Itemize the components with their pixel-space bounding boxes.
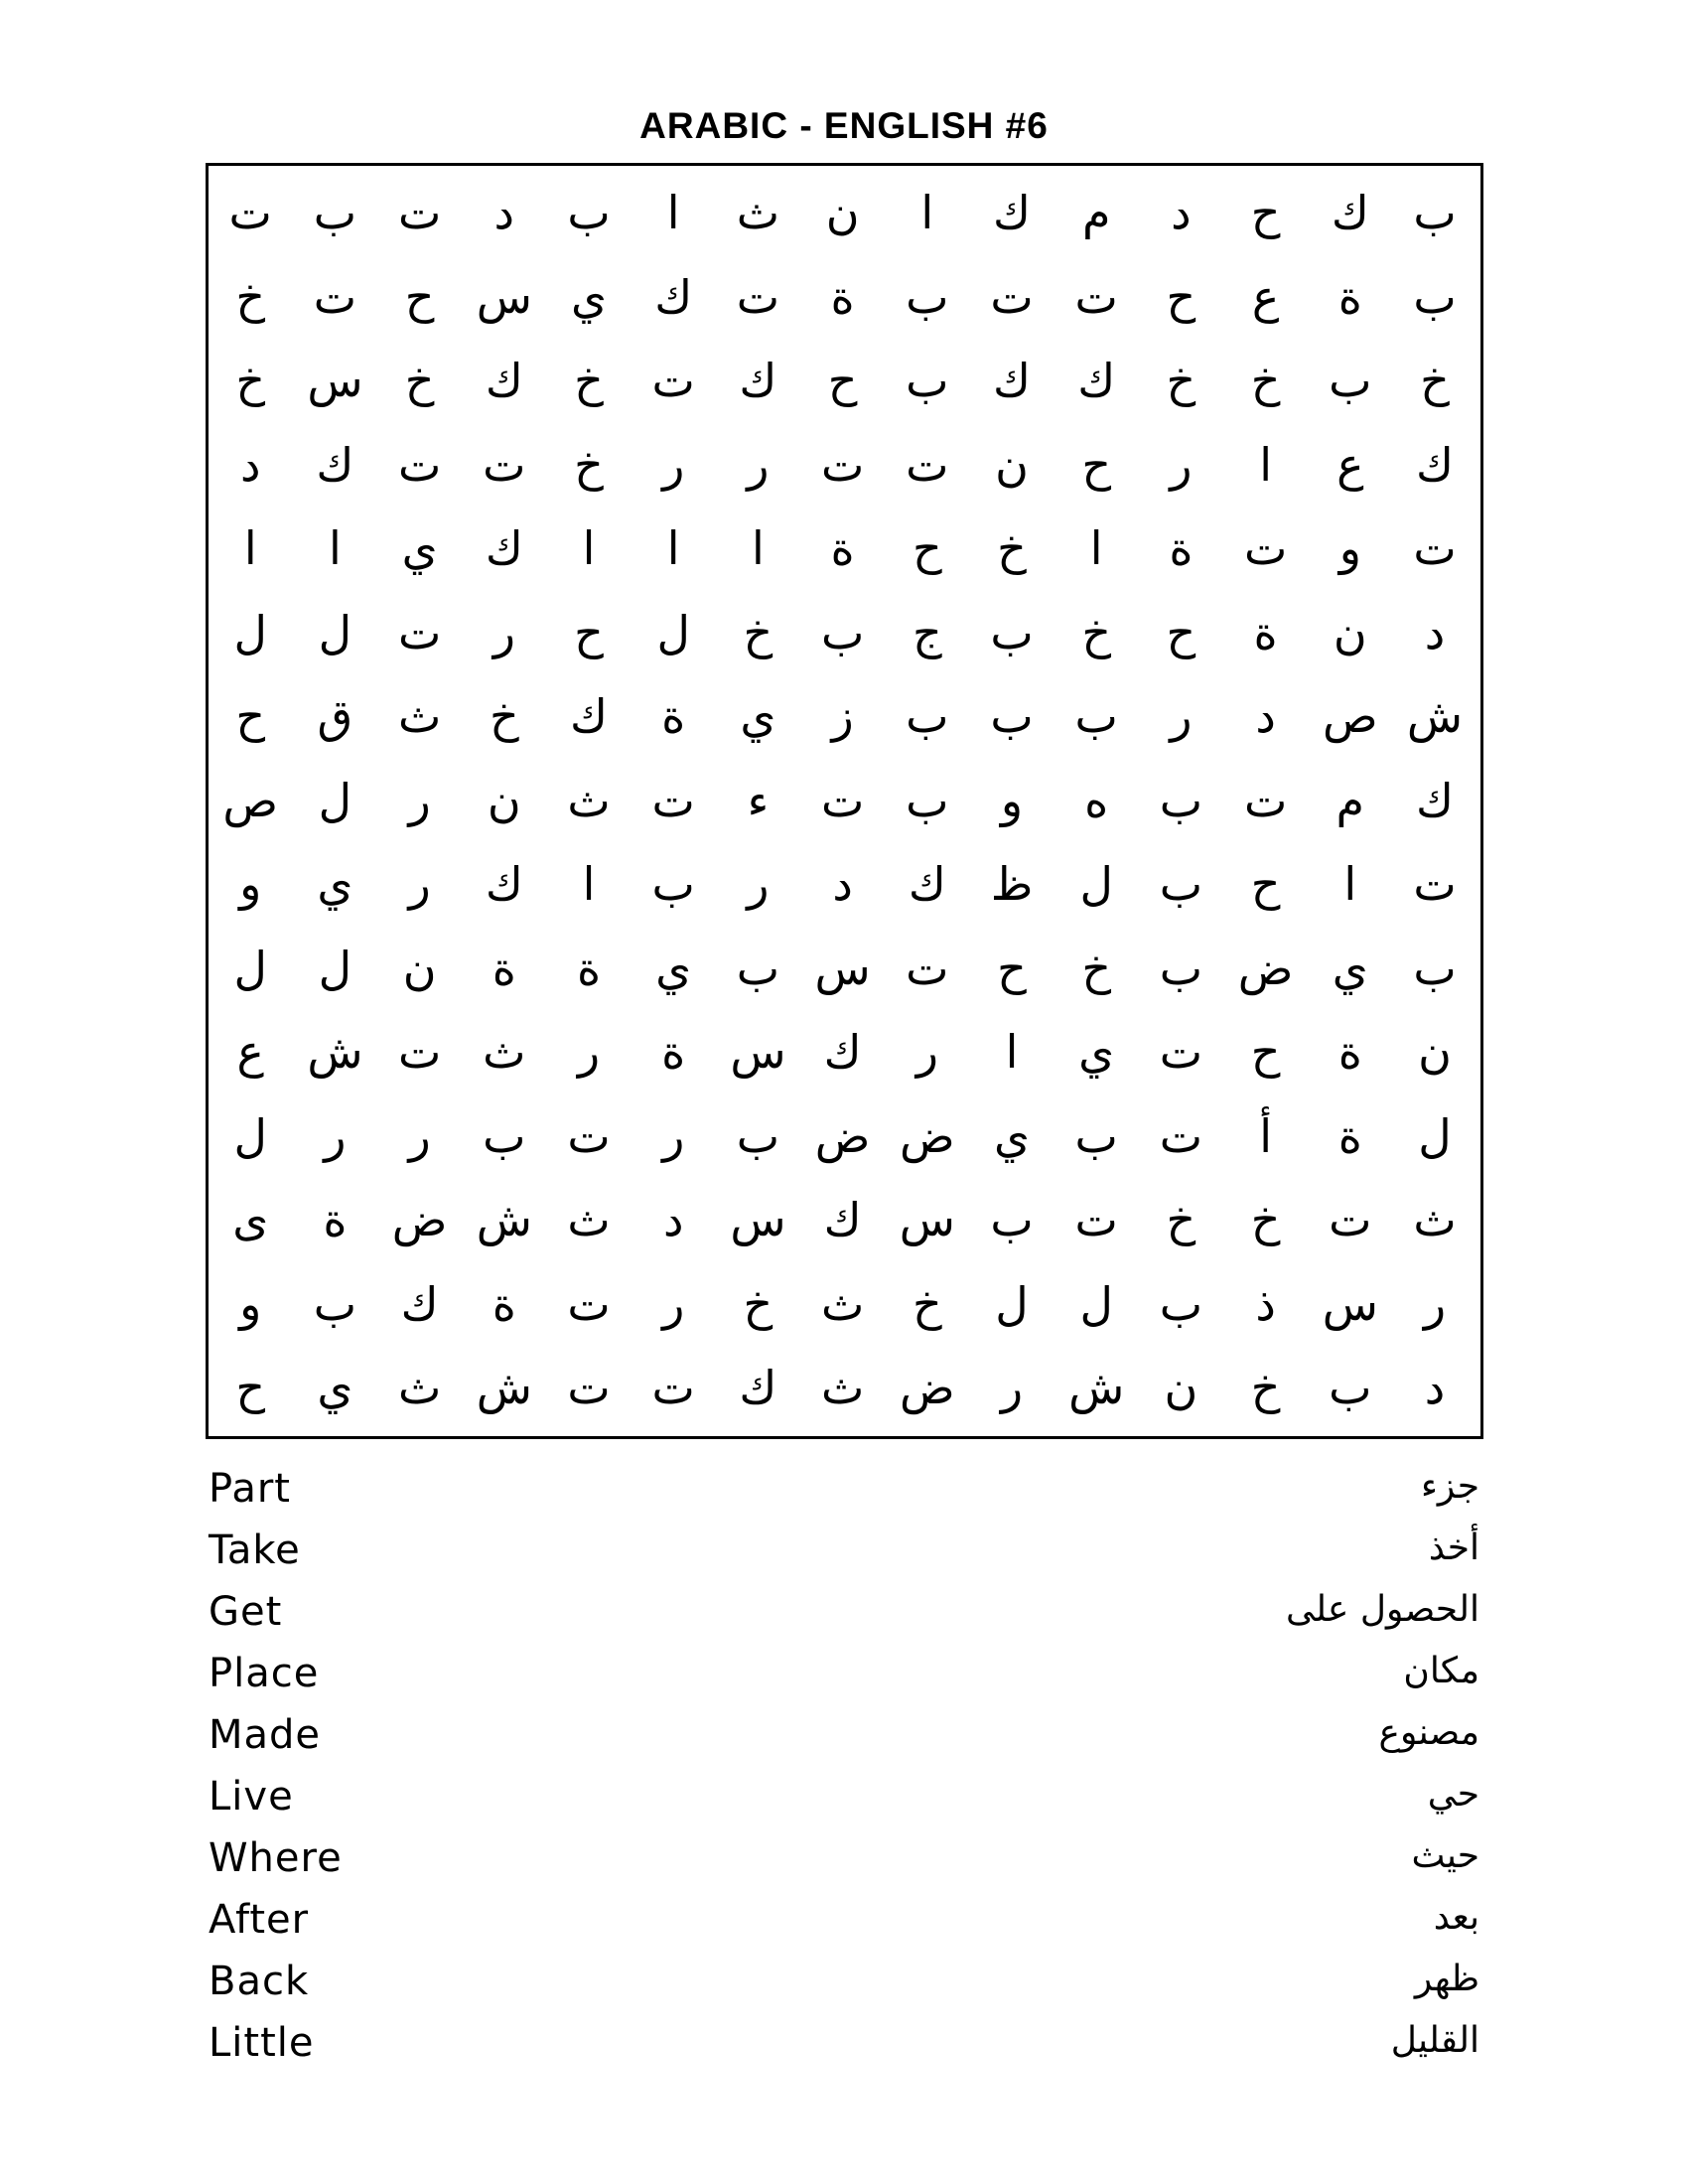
grid-letter: ل xyxy=(318,605,352,659)
english-word: Get xyxy=(209,1589,283,1635)
grid-letter: س xyxy=(730,1193,786,1246)
grid-letter: خ xyxy=(1250,354,1281,407)
grid-row xyxy=(209,841,1480,927)
grid-letter: ض xyxy=(814,1108,871,1163)
grid-letter: ر xyxy=(747,437,770,492)
english-word: Take xyxy=(209,1528,301,1573)
grid-letter: خ xyxy=(235,269,266,324)
grid-letter: ا xyxy=(666,186,680,239)
grid-letter: ح xyxy=(1166,605,1196,659)
grid-letter: ء xyxy=(747,773,770,827)
grid-letter: و xyxy=(239,1276,262,1331)
grid-row xyxy=(209,1261,1480,1347)
english-word: Little xyxy=(209,2020,315,2066)
grid-row xyxy=(209,1009,1480,1094)
grid-letter: ب xyxy=(1413,269,1457,324)
grid-letter: ة xyxy=(830,521,855,575)
grid-letter: ح xyxy=(1081,437,1112,492)
grid-letter: ر xyxy=(1170,689,1193,743)
grid-letter: ح xyxy=(235,1361,266,1414)
grid-letter: ك xyxy=(823,1193,862,1246)
grid-letter: ث xyxy=(1413,1193,1457,1246)
grid-letter: د xyxy=(1255,689,1276,743)
grid-letter: ب xyxy=(313,1276,357,1331)
english-word: Back xyxy=(209,1959,310,2004)
word-list-item xyxy=(209,1581,1479,1643)
grid-letter: ت xyxy=(397,1025,442,1079)
grid-letter: ض xyxy=(1237,941,1294,995)
grid-letter: ا xyxy=(243,521,257,575)
grid-letter: ت xyxy=(820,773,865,827)
grid-letter: ر xyxy=(577,1025,601,1079)
grid-letter: ل xyxy=(1079,1276,1113,1331)
grid-letter: ي xyxy=(401,521,438,575)
grid-letter: ت xyxy=(567,1276,611,1331)
grid-letter: ت xyxy=(906,941,949,995)
grid-letter: خ xyxy=(1420,354,1450,407)
grid-letter: س xyxy=(1322,1276,1378,1331)
grid-letter: ا xyxy=(329,521,342,575)
grid-letter: ش xyxy=(1406,689,1464,743)
grid-letter: ب xyxy=(483,1108,526,1163)
grid-letter: ت xyxy=(397,437,442,492)
word-list xyxy=(209,1458,1479,2074)
grid-letter: ب xyxy=(1159,1276,1203,1331)
grid-letter: ر xyxy=(492,605,515,659)
grid-letter: ل xyxy=(1079,857,1113,911)
grid-letter: ح xyxy=(404,269,435,324)
grid-letter: ت xyxy=(397,186,442,239)
grid-letter: و xyxy=(239,857,262,911)
arabic-word: حي xyxy=(1427,1774,1479,1815)
grid-letter: ع xyxy=(1336,437,1364,492)
grid-letter: ل xyxy=(995,1276,1029,1331)
grid-letter: ت xyxy=(736,269,780,324)
grid-letter: خ xyxy=(743,1276,774,1331)
grid-letter: ب xyxy=(1159,857,1203,911)
grid-letter: ك xyxy=(1077,354,1116,407)
word-list-item xyxy=(209,1951,1479,2012)
grid-row xyxy=(209,422,1480,508)
grid-letter: ح xyxy=(912,521,942,575)
grid-letter: ك xyxy=(823,1025,862,1079)
grid-letter: ب xyxy=(1329,354,1372,407)
word-list-item xyxy=(209,1458,1479,1520)
grid-letter: ن xyxy=(825,186,860,239)
grid-letter: خ xyxy=(912,1276,942,1331)
page-title: ARABIC - ENGLISH #6 xyxy=(639,105,1049,146)
grid-letter: ر xyxy=(408,1108,431,1163)
grid-letter: ا xyxy=(666,521,680,575)
grid-letter: ب xyxy=(1074,1108,1118,1163)
word-list-item xyxy=(209,1704,1479,1766)
word-list-item xyxy=(209,1766,1479,1827)
grid-letter: ت xyxy=(651,354,695,407)
grid-letter: ر xyxy=(747,857,770,911)
grid-letter: ن xyxy=(995,437,1029,492)
grid-row xyxy=(209,1093,1480,1179)
grid-letter: ح xyxy=(574,605,604,659)
grid-letter: ل xyxy=(318,773,352,827)
grid-letter: خ xyxy=(1081,941,1112,995)
grid-letter: ظ xyxy=(990,857,1034,911)
grid-letter: ت xyxy=(990,269,1034,324)
word-search-grid xyxy=(206,163,1483,1439)
grid-letter: ل xyxy=(233,941,267,995)
grid-letter: ش xyxy=(1068,1361,1125,1414)
grid-letter: ث xyxy=(820,1361,865,1414)
english-word: Part xyxy=(209,1466,291,1512)
grid-letter: د xyxy=(1424,605,1446,659)
grid-letter: ة xyxy=(661,1025,686,1079)
grid-letter: ر xyxy=(324,1108,347,1163)
arabic-word: جزء xyxy=(1420,1466,1479,1507)
grid-letter: ث xyxy=(483,1025,526,1079)
grid-letter: ي xyxy=(317,857,353,911)
grid-letter: خ xyxy=(574,354,604,407)
grid-letter: ا xyxy=(1259,437,1272,492)
grid-letter: ت xyxy=(651,1361,695,1414)
grid-row xyxy=(209,590,1480,675)
grid-letter: خ xyxy=(404,354,435,407)
grid-letter: ة xyxy=(576,941,602,995)
grid-row xyxy=(209,1177,1480,1262)
grid-letter: ت xyxy=(1243,773,1288,827)
grid-letter: ا xyxy=(920,186,934,239)
arabic-word: مكان xyxy=(1403,1651,1479,1691)
grid-letter: ح xyxy=(1250,1025,1281,1079)
grid-letter: ش xyxy=(476,1361,532,1414)
grid-letter: ح xyxy=(997,941,1027,995)
grid-letter: ا xyxy=(752,521,765,575)
grid-letter: خ xyxy=(1166,1193,1196,1246)
grid-letter: ل xyxy=(318,941,352,995)
grid-row xyxy=(209,254,1480,340)
grid-letter: ب xyxy=(1329,1361,1372,1414)
grid-letter: ك xyxy=(739,354,777,407)
grid-letter: ن xyxy=(487,773,521,827)
grid-letter: ر xyxy=(915,1025,938,1079)
grid-letter: س xyxy=(814,941,871,995)
grid-letter: ك xyxy=(739,1361,777,1414)
grid-letter: ث xyxy=(567,1193,611,1246)
grid-letter: ب xyxy=(906,773,949,827)
english-word: Where xyxy=(209,1835,343,1881)
grid-letter: ت xyxy=(906,437,949,492)
grid-letter: ك xyxy=(570,689,608,743)
grid-letter: ر xyxy=(662,1276,685,1331)
grid-letter: ي xyxy=(570,269,607,324)
grid-letter: ب xyxy=(906,269,949,324)
grid-letter: ح xyxy=(235,689,266,743)
grid-letter: ت xyxy=(313,269,357,324)
grid-letter: س xyxy=(307,354,363,407)
word-list-item xyxy=(209,1520,1479,1581)
grid-letter: ب xyxy=(990,605,1034,659)
grid-letter: ا xyxy=(582,521,596,575)
grid-letter: ب xyxy=(1413,941,1457,995)
grid-letter: ي xyxy=(993,1108,1030,1163)
grid-letter: ث xyxy=(736,186,780,239)
grid-letter: ة xyxy=(323,1193,348,1246)
grid-letter: ب xyxy=(567,186,611,239)
grid-letter: ض xyxy=(899,1108,955,1163)
arabic-word: ظهر xyxy=(1414,1959,1479,1999)
grid-letter: ى xyxy=(232,1193,269,1246)
grid-letter: ب xyxy=(736,1108,780,1163)
grid-letter: د xyxy=(493,186,515,239)
grid-letter: ك xyxy=(485,857,523,911)
grid-letter: و xyxy=(1000,773,1024,827)
arabic-word: أخذ xyxy=(1428,1528,1479,1568)
grid-letter: س xyxy=(730,1025,786,1079)
english-word: Made xyxy=(209,1712,322,1758)
grid-letter: خ xyxy=(574,437,604,492)
grid-letter: ث xyxy=(397,689,442,743)
english-word: Live xyxy=(209,1774,294,1820)
grid-letter: ت xyxy=(1159,1108,1203,1163)
grid-letter: ش xyxy=(476,1193,532,1246)
english-word: Place xyxy=(209,1651,320,1696)
grid-letter: ك xyxy=(316,437,354,492)
grid-letter: ب xyxy=(651,857,695,911)
grid-letter: ح xyxy=(1250,857,1281,911)
grid-letter: ر xyxy=(408,857,431,911)
grid-letter: ص xyxy=(1322,689,1378,743)
grid-letter: ك xyxy=(908,857,946,911)
grid-letter: ن xyxy=(1333,605,1367,659)
grid-letter: ز xyxy=(831,689,854,743)
grid-letter: ة xyxy=(1337,1025,1362,1079)
arabic-word: مصنوع xyxy=(1378,1712,1479,1753)
grid-letter: ب xyxy=(1413,186,1457,239)
grid-letter: م xyxy=(1336,773,1365,827)
grid-letter: ب xyxy=(990,1193,1034,1246)
grid-letter: د xyxy=(832,857,853,911)
grid-letter: خ xyxy=(1250,1361,1281,1414)
grid-letter: ح xyxy=(1250,186,1281,239)
grid-letter: ك xyxy=(485,354,523,407)
grid-letter: ة xyxy=(1337,1108,1362,1163)
word-list-item xyxy=(209,1643,1479,1704)
grid-row xyxy=(209,338,1480,423)
grid-letter: ت xyxy=(1243,521,1288,575)
grid-letter: خ xyxy=(489,689,519,743)
grid-letter: ث xyxy=(397,1361,442,1414)
grid-row xyxy=(209,506,1480,591)
arabic-word: الحصول على xyxy=(1285,1589,1479,1630)
grid-letter: ن xyxy=(1164,1361,1198,1414)
grid-letter: ر xyxy=(662,1108,685,1163)
grid-letter: ت xyxy=(1413,857,1457,911)
grid-letter: د xyxy=(1171,186,1192,239)
grid-letter: ي xyxy=(740,689,776,743)
grid-letter: ت xyxy=(483,437,526,492)
grid-letter: ر xyxy=(408,773,431,827)
grid-letter: ب xyxy=(906,354,949,407)
grid-letter: ت xyxy=(397,605,442,659)
grid-letter: ت xyxy=(651,773,695,827)
grid-letter: ي xyxy=(1332,941,1368,995)
grid-letter: ا xyxy=(582,857,596,911)
grid-letter: ك xyxy=(1331,186,1369,239)
grid-letter: ت xyxy=(1413,521,1457,575)
grid-letter: م xyxy=(1081,186,1111,239)
grid-letter: خ xyxy=(1166,354,1196,407)
grid-letter: س xyxy=(476,269,532,324)
grid-letter: ه xyxy=(1084,773,1109,827)
grid-letter: ي xyxy=(655,941,692,995)
grid-letter: ت xyxy=(567,1108,611,1163)
grid-letter: ك xyxy=(485,521,523,575)
grid-letter: ع xyxy=(1251,269,1280,324)
grid-letter: و xyxy=(1338,521,1361,575)
grid-row xyxy=(209,170,1480,255)
arabic-word: القليل xyxy=(1390,2020,1479,2061)
grid-letter: ة xyxy=(830,269,855,324)
grid-row xyxy=(209,758,1480,843)
grid-row xyxy=(209,1345,1480,1430)
grid-letter: ص xyxy=(222,773,279,827)
arabic-word: بعد xyxy=(1433,1897,1479,1938)
grid-letter: ة xyxy=(1169,521,1194,575)
word-list-item xyxy=(209,1827,1479,1889)
grid-letter: ة xyxy=(661,689,686,743)
grid-letter: ل xyxy=(233,605,267,659)
word-list-item xyxy=(209,2012,1479,2074)
grid-letter: ب xyxy=(313,186,357,239)
english-word: After xyxy=(209,1897,310,1943)
grid-letter: ي xyxy=(317,1361,353,1414)
grid-letter: ك xyxy=(993,354,1031,407)
grid-letter: ب xyxy=(990,689,1034,743)
grid-letter: خ xyxy=(1081,605,1112,659)
grid-letter: ع xyxy=(236,1025,264,1079)
grid-letter: ث xyxy=(567,773,611,827)
grid-letter: ا xyxy=(1343,857,1357,911)
word-list-item xyxy=(209,1889,1479,1951)
grid-letter: ن xyxy=(1418,1025,1452,1079)
grid-letter: د xyxy=(662,1193,684,1246)
grid-letter: ن xyxy=(402,941,437,995)
grid-letter: ت xyxy=(567,1361,611,1414)
grid-letter: ي xyxy=(1078,1025,1115,1079)
grid-letter: ر xyxy=(1170,437,1193,492)
grid-letter: س xyxy=(899,1193,955,1246)
grid-letter: د xyxy=(1424,1361,1446,1414)
grid-letter: ت xyxy=(820,437,865,492)
grid-letter: ك xyxy=(400,1276,439,1331)
grid-letter: ل xyxy=(656,605,690,659)
grid-letter: ب xyxy=(820,605,865,659)
grid-letter: خ xyxy=(235,354,266,407)
grid-row xyxy=(209,926,1480,1011)
grid-letter: ة xyxy=(492,941,516,995)
grid-letter: ة xyxy=(492,1276,516,1331)
grid-letter: ج xyxy=(912,605,942,659)
grid-letter: ت xyxy=(1159,1025,1203,1079)
grid-letter: ل xyxy=(1418,1108,1452,1163)
grid-row xyxy=(209,673,1480,759)
grid-letter: ت xyxy=(1074,269,1118,324)
grid-letter: ب xyxy=(1074,689,1118,743)
grid-letter: ك xyxy=(1416,773,1454,827)
grid-letter: خ xyxy=(997,521,1027,575)
grid-letter: ل xyxy=(233,1108,267,1163)
arabic-word: حيث xyxy=(1411,1835,1479,1876)
grid-letter: ق xyxy=(317,689,353,743)
grid-letter: ض xyxy=(391,1193,448,1246)
grid-letter: ت xyxy=(1074,1193,1118,1246)
grid-letter: ب xyxy=(736,941,780,995)
grid-letter: ب xyxy=(906,689,949,743)
grid-letter: خ xyxy=(743,605,774,659)
grid-letter: د xyxy=(239,437,261,492)
grid-letter: ة xyxy=(1337,269,1362,324)
grid-letter: ب xyxy=(1159,941,1203,995)
grid-letter: ر xyxy=(662,437,685,492)
grid-letter: خ xyxy=(1250,1193,1281,1246)
grid-letter: ر xyxy=(1423,1276,1447,1331)
grid-letter: أ xyxy=(1259,1108,1272,1163)
grid-letter: ك xyxy=(1416,437,1454,492)
grid-letter: ا xyxy=(1089,521,1103,575)
grid-letter: ذ xyxy=(1255,1276,1276,1331)
grid-letter: ر xyxy=(1000,1361,1024,1414)
grid-letter: ة xyxy=(1253,605,1278,659)
grid-letter: ك xyxy=(654,269,693,324)
grid-letter: ا xyxy=(1005,1025,1019,1079)
grid-letter: ح xyxy=(827,354,858,407)
grid-letter: ت xyxy=(1329,1193,1372,1246)
grid-letter: ح xyxy=(1166,269,1196,324)
grid-letter: ش xyxy=(307,1025,363,1079)
grid-letter: ب xyxy=(1159,773,1203,827)
grid-letter: ك xyxy=(993,186,1031,239)
grid-letter: ض xyxy=(899,1361,955,1414)
grid-letter: ث xyxy=(820,1276,865,1331)
grid-letter: ت xyxy=(228,186,272,239)
